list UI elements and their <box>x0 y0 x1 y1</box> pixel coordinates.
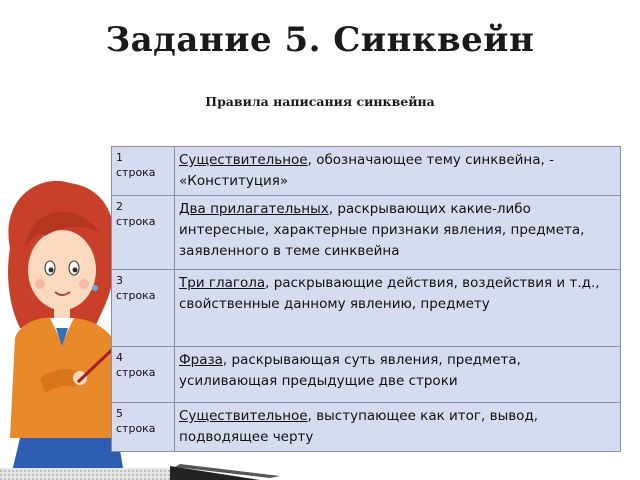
row-description <box>175 147 621 196</box>
page-title: Задание 5. Синквейн <box>105 20 535 60</box>
row-number: 4 <box>116 351 123 364</box>
row-number: 2 <box>116 200 123 213</box>
rule-keyword: Существительное <box>179 152 308 168</box>
rule-text: , раскрывающие действия, воздействия и т.д., свойственные данному явлению, предмету <box>179 275 600 312</box>
rule-text: , раскрывающих какие-либо интересные, характерные признаки явления, предмета, заявленного в теме синквейна <box>179 201 585 259</box>
rule-row <box>112 196 621 270</box>
rule-text: , раскрывающая суть явления, предмета, усиливающая предыдущие две строки <box>179 352 521 389</box>
rule-keyword: Два прилагательных <box>179 201 329 217</box>
decorative-bottom-stripe <box>0 462 640 480</box>
row-number-cell <box>112 196 175 270</box>
rule-row <box>112 403 621 452</box>
row-number: 1 <box>116 151 123 164</box>
row-number-cell <box>112 270 175 347</box>
row-number: 3 <box>116 274 123 287</box>
row-number: 5 <box>116 407 123 420</box>
rule-keyword: Фраза <box>179 352 223 368</box>
row-description <box>175 347 621 403</box>
rule-row <box>112 347 621 403</box>
row-unit: строка <box>116 215 156 228</box>
rule-keyword: Три глагола <box>179 275 266 291</box>
rule-text: , обозначающее тему синквейна, - «Конституция» <box>179 152 554 189</box>
rule-keyword: Существительное <box>179 408 308 424</box>
row-description <box>175 196 621 270</box>
synquain-rules-table <box>111 146 621 452</box>
row-number-cell <box>112 347 175 403</box>
row-unit: строка <box>116 366 156 379</box>
rule-row <box>112 147 621 196</box>
row-number-cell <box>112 147 175 196</box>
row-unit: строка <box>116 289 156 302</box>
row-description <box>175 403 621 452</box>
rule-text: , выступающее как итог, вывод, подводящее черту <box>179 408 539 445</box>
row-description <box>175 270 621 347</box>
row-number-cell <box>112 403 175 452</box>
rule-row <box>112 270 621 347</box>
row-unit: строка <box>116 166 156 179</box>
row-unit: строка <box>116 422 156 435</box>
page-subtitle: Правила написания синквейна <box>205 94 435 109</box>
